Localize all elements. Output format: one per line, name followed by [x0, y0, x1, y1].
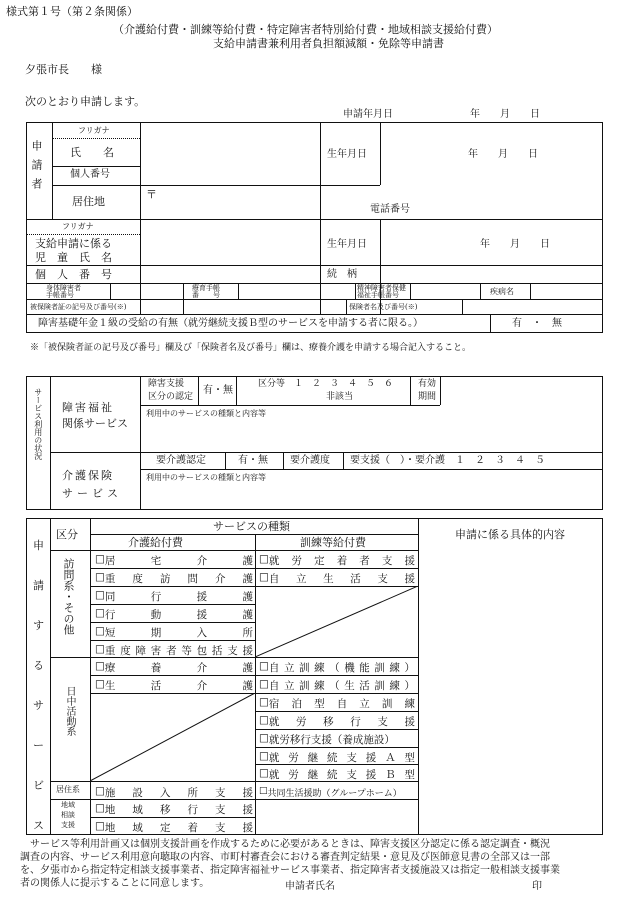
child-label-line2: 児 童 氏 名	[35, 251, 112, 264]
service-label: 就労継続支援Ｂ型	[268, 769, 415, 781]
service-item-keizoku-a[interactable]: □ 就労継続支援Ａ型	[259, 750, 415, 764]
service-item-hokatsu[interactable]: □ 重度障害者等包括支援	[95, 643, 253, 657]
service-label: 地域移行支援	[104, 804, 253, 816]
welfare-label2: 関係サービス	[62, 417, 128, 430]
visit-group-label: 訪問系・その他	[62, 558, 75, 635]
support-class-label1: 障害支援	[148, 379, 185, 389]
service-item-kino-kunren[interactable]: □ 自立訓練（機能訓練）	[259, 660, 415, 674]
support-yesno: 有・無	[203, 385, 233, 396]
service-label: 自立生活支援	[268, 573, 415, 585]
support-class-na: 非該当	[326, 392, 354, 402]
service-item-shukuhaku[interactable]: □ 宿泊型自立訓練	[259, 696, 415, 710]
service-item-kyotaku[interactable]: □ 居宅介護	[95, 553, 253, 567]
child-id-label: 個 人 番 号	[35, 268, 112, 281]
insurance-note: ※「被保険者証の記号及び番号」欄及び「保険者名及び番号」欄は、療養介護を申請する場合記入すること。	[30, 343, 472, 353]
consent-line4: 者の関係人に提示することに同意します。	[20, 878, 210, 889]
pension-choice: 有 ・ 無	[512, 318, 562, 329]
valid-period-label1: 有効	[418, 379, 437, 389]
service-label: 就労移行支援	[268, 716, 415, 728]
service-label: 自立訓練（生活訓練）	[268, 680, 415, 692]
service-item-shuro-iko[interactable]: □ 就労移行支援	[259, 714, 415, 728]
seal-mark: 印	[532, 881, 542, 892]
applicant-furigana-label: フリガナ	[78, 126, 110, 135]
service-label: 就労移行支援（養成施設）	[268, 734, 395, 746]
day-group-label: 日中活動系	[64, 686, 75, 736]
consent-line1: サービス等利用計画又は個別支援計画を作成するために必要があるときは、障害支援区分認定に係る認定調査・概況	[20, 839, 550, 850]
phone-label: 電話番号	[370, 204, 410, 215]
application-date-label: 申請年月日	[343, 109, 393, 120]
applicant-dob-label: 生年月日	[327, 149, 367, 160]
kunren-kyufu-header: 訓練等給付費	[300, 536, 366, 549]
ryoiku-card-label2: 番 号	[192, 291, 220, 299]
service-item-teichaku[interactable]: □ 就労定着者支援	[259, 553, 415, 567]
service-item-ryoyo[interactable]: □ 療養介護	[95, 660, 253, 674]
service-item-shuro-iko-yosei[interactable]: □ 就労移行支援（養成施設）	[259, 732, 415, 747]
service-item-kodo[interactable]: □ 行動援護	[95, 607, 253, 621]
kaigo-label1: 介護保険	[62, 469, 114, 482]
kaigo-using-label: 利用中のサービスの種類と内容等	[146, 473, 266, 482]
service-item-judo-homon[interactable]: □ 重度訪問介護	[95, 571, 253, 585]
service-label: 地域定着支援	[104, 822, 253, 834]
mental-card-label1: 精神障害者保健	[357, 284, 406, 292]
consent-line2: 調査の内容、サービス利用意向聴取の内容、市町村審査会における審査判定結果・意見及び医師意見書の全部又は一部	[20, 852, 550, 863]
service-item-chiiki-teichaku[interactable]: □ 地域定着支援	[95, 820, 253, 834]
insurer-label: 保険者名及び番号(※)	[349, 303, 418, 311]
service-label: 行動援護	[104, 609, 253, 621]
service-item-group-home[interactable]: □ 共同生活援助（グループホーム）	[259, 786, 415, 799]
regional-group-label1: 地域	[61, 801, 75, 809]
service-label: 重度訪問介護	[104, 573, 253, 585]
form-title-line2: 支給申請書兼利用者負担額減額・免除等申請書	[213, 37, 444, 50]
physical-card-label1: 身体障害者	[46, 284, 81, 292]
insured-card-label: 被保険者証の記号及び番号(※)	[30, 303, 127, 311]
postal-mark: 〒	[146, 188, 157, 201]
kubun-header: 区分	[56, 528, 78, 541]
physical-card-label2: 手帳番号	[46, 291, 74, 299]
service-label: 宿泊型自立訓練	[268, 698, 415, 710]
service-item-seikatsu-kunren[interactable]: □ 自立訓練（生活訓練）	[259, 678, 415, 692]
service-label: 自立訓練（機能訓練）	[268, 662, 415, 674]
service-item-keizoku-b[interactable]: □ 就労継続支援Ｂ型	[259, 767, 415, 781]
service-label: 就労継続支援Ａ型	[268, 752, 415, 764]
intro-text: 次のとおり申請します。	[25, 95, 146, 108]
relation-label: 続 柄	[327, 269, 357, 280]
applicant-id-label: 個人番号	[70, 169, 110, 180]
detail-header: 申請に係る具体的内容	[455, 528, 565, 541]
applicant-address-label: 居住地	[72, 195, 105, 208]
service-label: 共同生活援助（グループホーム）	[267, 789, 402, 799]
regional-group-label3: 支援	[61, 821, 75, 829]
service-label: 施設入所支援	[104, 787, 253, 799]
support-class-levels: 区分等 １ ２ ３ ４ ５ ６	[258, 379, 394, 389]
form-number: 様式第１号（第２条関係）	[6, 5, 138, 18]
service-label: 同行援護	[104, 591, 253, 603]
applicant-side-label: 申請者	[30, 140, 43, 197]
pension-question: 障害基礎年金１級の受給の有無（就労継続支援Ｂ型のサービスを申請する者に限る。）	[38, 318, 423, 329]
living-group-label: 居住系	[56, 785, 80, 794]
regional-group-label2: 相談	[61, 811, 75, 819]
service-label: 居宅介護	[104, 555, 253, 567]
child-dob-ymd: 年 月 日	[480, 239, 550, 250]
kaigo-kyufu-header: 介護給付費	[128, 536, 183, 549]
kaigo-levels: 要支援（ ）・要介護 １ ２ ３ ４ ５	[350, 455, 545, 466]
visit-diagonal-line	[255, 586, 418, 657]
valid-period-label2: 期間	[418, 392, 437, 402]
child-dob-label: 生年月日	[327, 239, 367, 250]
kaigo-cert-label: 要介護認定	[156, 455, 206, 466]
consent-line3: を、夕張市から指定特定相談支援事業者、指定障害福祉サービス事業者、指定障害者支援施設又は指定一般相談支援事業	[20, 865, 560, 876]
mental-card-label2: 福祉手帳番号	[357, 291, 399, 299]
service-kind-header: サービスの種類	[213, 520, 290, 533]
kaigo-yesno: 有・無	[238, 455, 268, 466]
service-label: 重度障害者等包括支援	[104, 645, 253, 657]
service-item-seikatsu-kaigo[interactable]: □ 生活介護	[95, 678, 253, 692]
service-item-shisetsu[interactable]: □ 施設入所支援	[95, 785, 253, 799]
services-side-label: 申請するサービス	[33, 539, 44, 832]
kaigo-label2: サービス	[62, 487, 122, 500]
service-label: 療養介護	[104, 662, 253, 674]
support-class-label2: 区分の認定	[148, 392, 194, 402]
service-label: 短期入所	[104, 627, 253, 639]
service-item-doko[interactable]: □ 同行援護	[95, 589, 253, 603]
applicant-dob-ymd: 年 月 日	[468, 149, 538, 160]
applicant-name-label: 氏 名	[70, 146, 114, 159]
signer-label: 申請者氏名	[285, 881, 335, 892]
child-furigana-label: フリガナ	[62, 222, 94, 231]
child-label-line1: 支給申請に係る	[35, 237, 112, 250]
welfare-using-label: 利用中のサービスの種類と内容等	[146, 409, 266, 418]
kaigo-degree-label: 要介護度	[290, 455, 330, 466]
application-date-ymd: 年 月 日	[470, 109, 540, 120]
service-item-jiritsu-seikatsu[interactable]: □ 自立生活支援	[259, 571, 415, 585]
form-title-line1: （介護給付費・訓練等給付費・特定障害者特別給付費・地域相談支援給付費）	[113, 23, 498, 36]
disease-label: 疾病名	[490, 287, 514, 296]
service-label: 就労定着者支援	[268, 555, 415, 567]
service-item-tanki[interactable]: □ 短期入所	[95, 625, 253, 639]
usage-side-label: サービス利用の状況	[33, 388, 43, 460]
service-label: 生活介護	[104, 680, 253, 692]
welfare-label1: 障害福祉	[62, 401, 114, 414]
service-item-chiiki-iko[interactable]: □ 地域移行支援	[95, 802, 253, 816]
ryoiku-card-label1: 療育手帳	[192, 284, 220, 292]
day-diagonal-line	[90, 693, 255, 781]
addressee: 夕張市長 様	[25, 63, 102, 76]
